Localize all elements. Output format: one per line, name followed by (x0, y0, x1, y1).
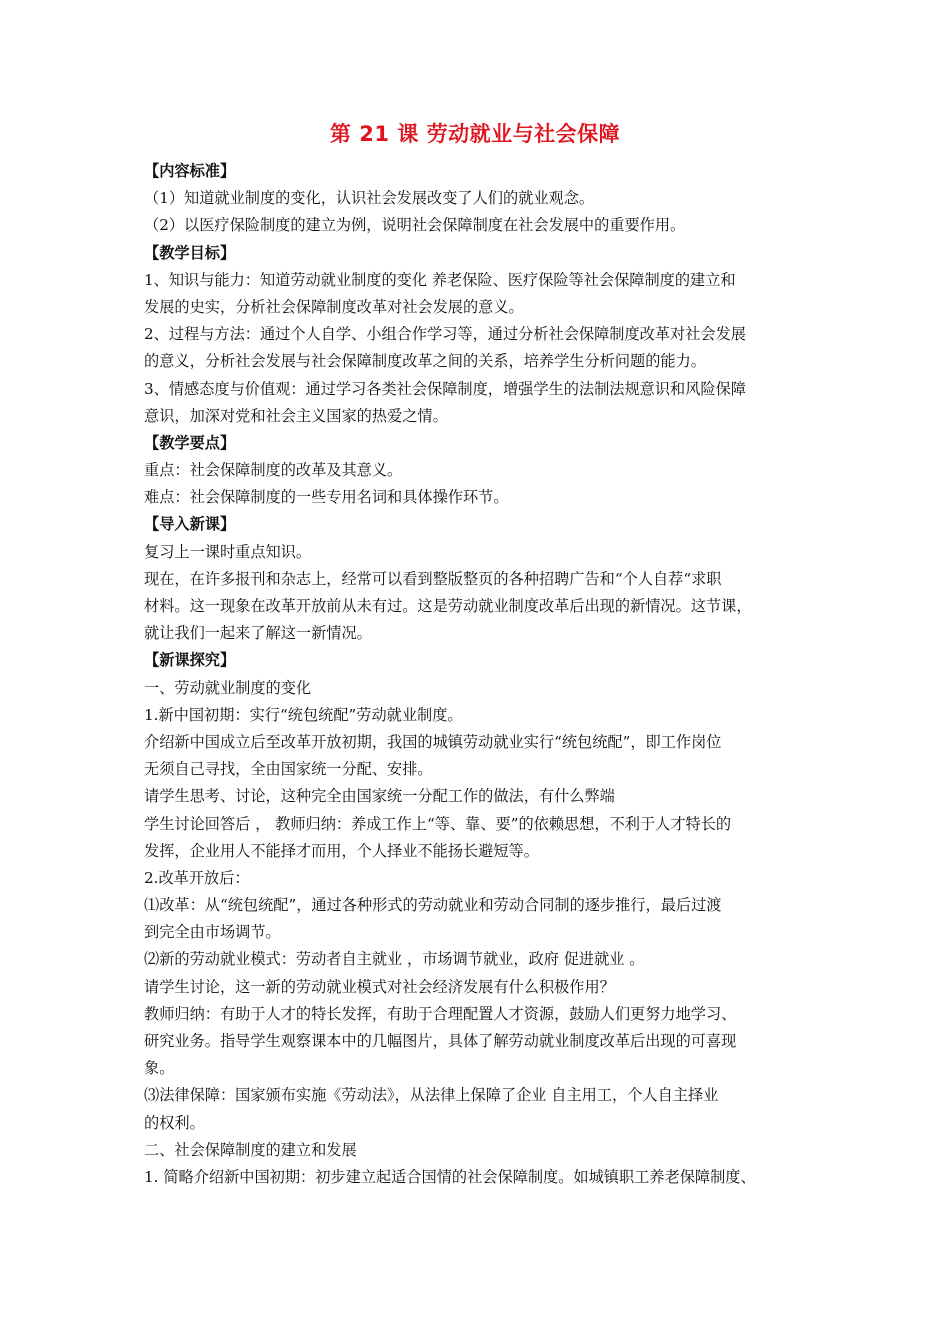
text-line: 二、社会保障制度的建立和发展 (144, 1140, 357, 1159)
text-line: 1、知识与能力：知道劳动就业制度的变化 养老保险、医疗保险等社会保障制度的建立和 (144, 270, 736, 289)
text-line: （1）知道就业制度的变化，认识社会发展改变了人们的就业观念。 (144, 189, 595, 208)
text-line: 1. 简略介绍新中国初期：初步建立起适合国情的社会保障制度。如城镇职工养老保障制度、 (144, 1167, 756, 1186)
text-line: 教师归纳：有助于人才的特长发挥，有助于合理配置人才资源，鼓励人们更努力地学习、 (144, 1004, 737, 1023)
text-line: 请学生讨论，这一新的劳动就业模式对社会经济发展有什么积极作用？ (144, 977, 615, 996)
text-line: 意识，加深对党和社会主义国家的热爱之情。 (144, 406, 448, 425)
text-line: 一、劳动就业制度的变化 (144, 678, 312, 697)
text-line: 发挥，企业用人不能择才而用，个人择业不能扬长避短等。 (144, 841, 539, 860)
text-line: ⑶法律保障：国家颁布实施《劳动法》，从法律上保障了企业 自主用工，个人自主择业 (144, 1086, 719, 1105)
text-line: 材料。这一现象在改革开放前从未有过。这是劳动就业制度改革后出现的新情况。这节课， (144, 597, 752, 615)
text-line: 复习上一课时重点知识。 (144, 542, 312, 561)
text-line: 3、情感态度与价值观：通过学习各类社会保障制度，增强学生的法制法规意识和风险保障 (144, 379, 746, 398)
text-line: 重点：社会保障制度的改革及其意义。 (144, 461, 403, 480)
text-line: 的权利。 (144, 1113, 205, 1132)
document-body (144, 158, 824, 1191)
page-title: 第 21 课 劳动就业与社会保障 (329, 122, 621, 146)
section-heading: 【新课探究】 (144, 651, 236, 670)
text-line: 2、过程与方法：通过个人自学、小组合作学习等，通过分析社会保障制度改革对社会发展 (144, 325, 746, 344)
text-line: 介绍新中国成立后至改革开放初期，我国的城镇劳动就业实行“统包统配”，即工作岗位 (144, 732, 722, 751)
text-line: 到完全由市场调节。 (144, 923, 281, 942)
text-line: 的意义，分析社会发展与社会保障制度改革之间的关系，培养学生分析问题的能力。 (144, 352, 706, 371)
text-line: 研究业务。指导学生观察课本中的几幅图片，具体了解劳动就业制度改革后出现的可喜现 (144, 1032, 737, 1050)
text-line: 请学生思考、讨论，这种完全由国家统一分配工作的做法，有什么弊端 (144, 787, 615, 806)
section-heading: 【导入新课】 (144, 515, 236, 534)
section-heading: 【教学目标】 (144, 243, 236, 262)
text-line: 现在，在许多报刊和杂志上，经常可以看到整版整页的各种招聘广告和“个人自荐“求职 (144, 569, 722, 588)
text-line: 就让我们一起来了解这一新情况。 (144, 624, 372, 643)
text-line: 发展的史实，分析社会保障制度改革对社会发展的意义。 (144, 297, 524, 316)
text-line: 学生讨论回答后 ， 教师归纳：养成工作上“等、靠、要”的依赖思想，不利于人才特长的 (144, 814, 732, 833)
text-line: 难点：社会保障制度的一些专用名词和具体操作环节。 (144, 488, 509, 507)
text-line: （2）以医疗保险制度的建立为例，说明社会保障制度在社会发展中的重要作用。 (144, 216, 686, 235)
text-line: 象。 (144, 1059, 175, 1078)
text-line: 无须自己寻找，全由国家统一分配、安排。 (144, 760, 433, 779)
text-line: 2.改革开放后： (144, 868, 250, 887)
text-line: 1.新中国初期：实行“统包统配”劳动就业制度。 (144, 705, 463, 724)
text-line: ⑴改革：从“统包统配”，通过各种形式的劳动就业和劳动合同制的逐步推行，最后过渡 (144, 896, 722, 915)
text-line: ⑵新的劳动就业模式：劳动者自主就业 ，市场调节就业，政府 促进就业 。 (144, 950, 645, 969)
section-heading: 【内容标准】 (144, 162, 236, 180)
section-heading: 【教学要点】 (144, 433, 236, 452)
